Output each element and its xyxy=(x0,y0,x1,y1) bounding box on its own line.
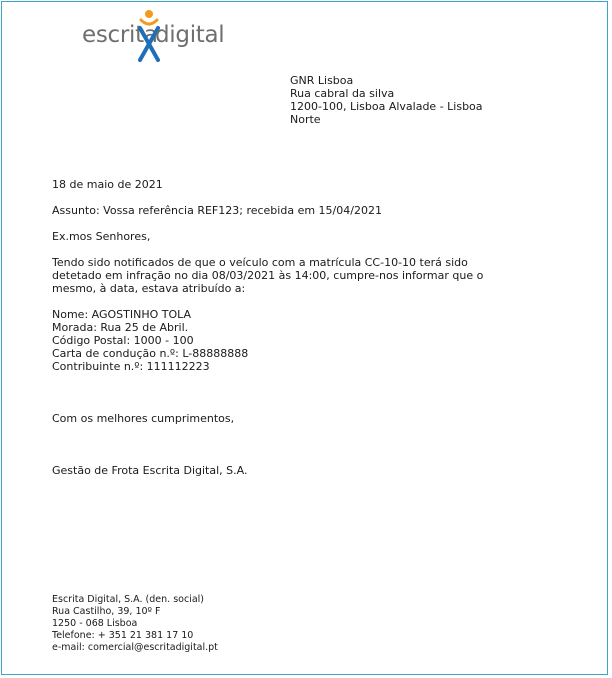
footer-phone: Telefone: + 351 21 381 17 10 xyxy=(52,630,194,641)
recipient-name: GNR Lisboa xyxy=(290,74,354,87)
recipient-region: Norte xyxy=(290,113,321,126)
footer-email: e-mail: comercial@escritadigital.pt xyxy=(52,642,218,653)
logo-text-escrita: escrita xyxy=(82,22,158,48)
driver-address: Morada: Rua 25 de Abril. xyxy=(52,321,189,334)
driver-taxpayer: Contribuinte n.º: 111112223 xyxy=(52,360,210,373)
letter-page xyxy=(1,1,608,675)
body-line: detetado em infração no dia 08/03/2021 às 14:00, cumpre-nos informar que o xyxy=(52,269,484,282)
letter-closing: Com os melhores cumprimentos, xyxy=(52,412,235,425)
footer-postal: 1250 - 068 Lisboa xyxy=(52,618,138,629)
letter-greeting: Ex.mos Senhores, xyxy=(52,230,151,243)
footer-company: Escrita Digital, S.A. (den. social) xyxy=(52,594,204,605)
logo-text-digital: digital xyxy=(155,22,225,48)
letter-subject: Assunto: Vossa referência REF123; recebida em 15/04/2021 xyxy=(52,204,382,217)
recipient-postal: 1200-100, Lisboa Alvalade - Lisboa xyxy=(290,100,483,113)
letter-date: 18 de maio de 2021 xyxy=(52,178,163,191)
body-line: Tendo sido notificados de que o veículo com a matrícula CC-10-10 terá sido xyxy=(52,256,468,269)
body-line: mesmo, à data, estava atribuído a: xyxy=(52,282,246,295)
driver-postal-code: Código Postal: 1000 - 100 xyxy=(52,334,194,347)
letter-signature: Gestão de Frota Escrita Digital, S.A. xyxy=(52,464,248,477)
recipient-street: Rua cabral da silva xyxy=(290,87,395,100)
footer-street: Rua Castilho, 39, 10º F xyxy=(52,606,161,617)
driver-name: Nome: AGOSTINHO TOLA xyxy=(52,308,192,321)
driver-license: Carta de condução n.º: L-88888888 xyxy=(52,347,249,360)
